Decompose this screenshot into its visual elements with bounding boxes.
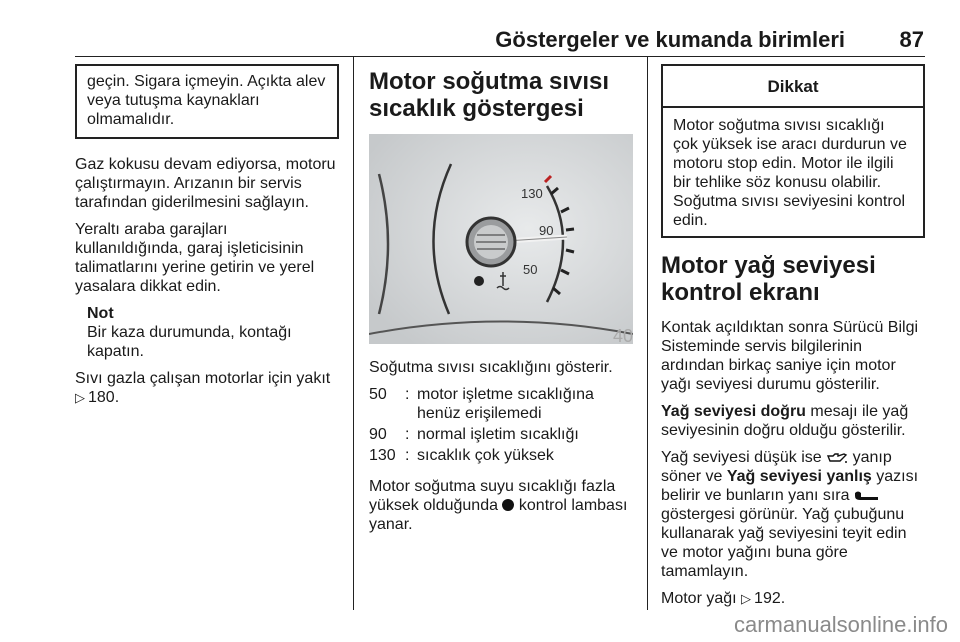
- oil-low-text-b: yanıp söner ve: [661, 449, 892, 485]
- page-reference-180[interactable]: 180.: [88, 389, 120, 406]
- header-title: Göstergeler ve kumanda birimleri: [495, 27, 845, 52]
- coolant-warning-lamp-icon: [502, 499, 514, 511]
- definition-value: normal işletim sıcaklığı: [417, 426, 579, 443]
- section-heading-oil-level: Motor yağ seviyesi kontrol ekranı: [661, 252, 876, 306]
- gauge-caption: Soğutma sıvısı sıcaklığını gösterir.: [369, 359, 613, 376]
- definition-row: [369, 385, 633, 423]
- caution-body: [663, 108, 923, 236]
- oil-low-text-c: yazısı belirir ve bunların yanı sıra: [661, 468, 919, 504]
- note-block: [75, 304, 339, 361]
- gauge-label-90: 90: [539, 223, 554, 238]
- oil-wrong-message: Yağ seviyesi yanlış: [726, 468, 872, 485]
- caution-text-1: Motor soğutma sıvısı sıcaklığı çok yüksek ise aracı durdurun ve motoru stop edin. Motor ile ilgili bir tehlike söz konusu olabilir.: [673, 117, 907, 191]
- paragraph-lpg: [75, 369, 339, 407]
- caution-text-2: Soğutma sıvısı seviyesini kontrol edin.: [673, 193, 906, 229]
- paragraph-warning-lamp: [369, 477, 633, 534]
- coolant-gauge-illustration: [369, 134, 633, 344]
- page-number: 87: [899, 27, 924, 52]
- paragraph-oil-ok: [661, 402, 925, 440]
- oil-ref-text: Motor yağı: [661, 590, 737, 607]
- definition-separator: :: [405, 426, 410, 443]
- column-middle: [369, 64, 633, 542]
- caution-box: [661, 64, 925, 238]
- gauge-label-130: 130: [521, 186, 543, 201]
- paragraph-oil-low: [661, 448, 925, 581]
- warning-box-text: geçin. Sigara içmeyin. Açıkta alev veya tutuşma kaynakları olmamalıdır.: [87, 73, 326, 128]
- watermark: carmanualsonline.info: [733, 612, 948, 637]
- continued-warning-box: [75, 64, 339, 139]
- column-right: [661, 64, 925, 616]
- definition-value: motor işletme sıcaklığına henüz erişilemedi: [417, 386, 594, 422]
- column-divider-left: [353, 57, 354, 610]
- definition-row: [369, 425, 633, 444]
- definition-key: 130: [369, 447, 396, 464]
- page-reference-icon[interactable]: ▷: [75, 390, 85, 405]
- column-divider-right: [647, 57, 648, 610]
- lpg-text: Sıvı gazla çalışan motorlar için yakıt: [75, 370, 331, 387]
- coolant-gauge-photo: [369, 134, 633, 344]
- section-heading-coolant: Motor soğutma sıvısı sıcaklık göstergesi: [369, 68, 610, 122]
- oil-low-text-a: Yağ seviyesi düşük ise: [661, 449, 822, 466]
- caution-title: Dikkat: [663, 66, 923, 108]
- definition-key: 50: [369, 386, 387, 403]
- note-title: Not: [87, 305, 114, 322]
- header-rule: [75, 56, 925, 57]
- definition-separator: :: [405, 386, 410, 403]
- column-left: [75, 64, 339, 415]
- paragraph-gas-smell: Gaz kokusu devam ediyorsa, motoru çalıştırmayın. Arızanın bir servis tarafından giderilmesini sağlayın.: [75, 156, 336, 211]
- page-reference-192[interactable]: 192.: [754, 590, 786, 607]
- paragraph-oil-intro: Kontak açıldıktan sonra Sürücü Bilgi Sisteminde servis bilgilerinin ardından birkaç saniye için motor yağı seviyesi durumu gösterilir.: [661, 319, 919, 393]
- page-reference-icon[interactable]: ▷: [741, 591, 752, 606]
- engine-service-icon: [854, 490, 880, 502]
- warning-lamp-dot: [474, 276, 484, 286]
- oil-low-text-d: göstergesi görünür. Yağ çubuğunu kullanarak yağ seviyesini teyit edin ve motor yağını buna göre tamamlayın.: [661, 506, 907, 580]
- warning-lamp-text-b: kontrol lambası yanar.: [369, 497, 628, 533]
- paragraph-garage: Yeraltı araba garajları kullanıldığında, garaj işleticisinin talimatlarını yerine getirin ve yerel yasalara dikkat edin.: [75, 221, 315, 295]
- corner-digits: 40: [613, 326, 633, 344]
- definition-separator: :: [405, 447, 410, 464]
- warning-lamp-text-a: Motor soğutma suyu sıcaklığı fazla yüksek olduğunda: [369, 478, 616, 514]
- oil-ok-text: mesajı ile yağ seviyesinin doğru olduğu gösterilir.: [661, 403, 909, 439]
- paragraph-oil-ref: [661, 589, 925, 608]
- definition-key: 90: [369, 426, 387, 443]
- definition-value: sıcaklık çok yüksek: [417, 447, 554, 464]
- definition-row: [369, 446, 633, 465]
- oil-can-icon: [826, 452, 848, 464]
- oil-ok-message: Yağ seviyesi doğru: [661, 403, 806, 420]
- gauge-label-50: 50: [523, 262, 538, 277]
- temperature-definitions: [369, 385, 633, 465]
- note-text: Bir kaza durumunda, kontağı kapatın.: [87, 324, 292, 360]
